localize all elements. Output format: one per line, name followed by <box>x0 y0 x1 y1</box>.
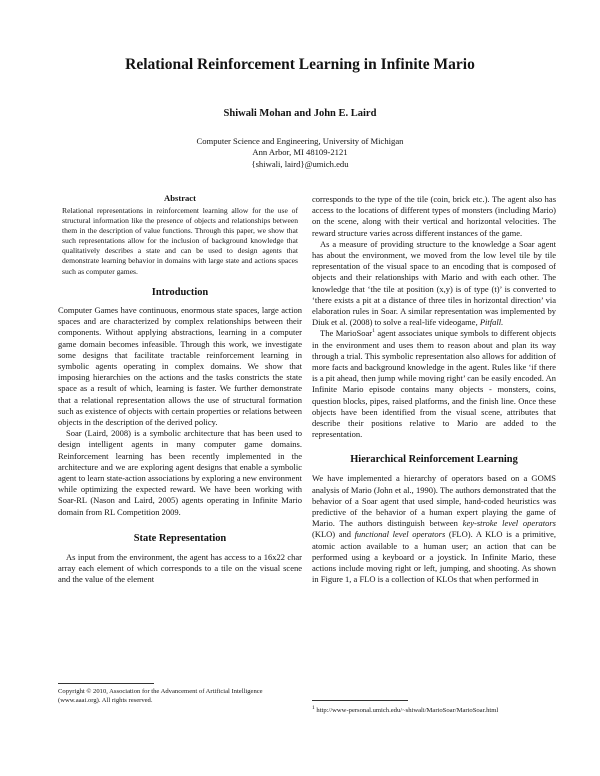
state-representation-heading: State Representation <box>133 532 227 544</box>
klo-term: key-stroke level operators <box>462 518 556 529</box>
copyright-notice: Copyright © 2010, Association for the Advancement of Artificial Intelligence (www.aaai.org). All rights reserved. <box>58 688 263 704</box>
paragraph-text: As a measure of providing structure to the knowledge a Soar agent has about the environment, we moved from the low level tile by tile representation of the visual space to an encoding that is composed of objects and their relationships with Mario and with each other. The knowledge that ‘the tile at position (x,y) is of type (t)’ is converted to ‘there exists a pit at a distance of three tiles in horizontal direction’ via elaboration rules in Soar. A similar representation was implemented by Diuk et al. (2008) to solve a real-life videogame, <box>312 238 556 328</box>
paragraph-text: (KLO) and <box>312 529 351 540</box>
left-column <box>58 287 302 585</box>
affiliation-line: Ann Arbor, MI 48109-2121 <box>252 147 348 158</box>
introduction-paragraph: Computer Games have continuous, enormous state spaces, large action spaces and are characterized by complex relationships between their components. Without applying abstractions, learning in a computer game domain becomes infeasible. Through this work, we investigate some designs that facilitate tractable reinforcement learning in symbolic agents operating in complex domains. We show that imposing hierarchies on the actions and the tasks constricts the state space as a result of which, learning is faster. We further demonstrate that a relational representation allows the use of structural formation such as existence of objects with certain properties or relations between objects in the description of the derived policy. <box>58 305 302 428</box>
right-column <box>312 194 556 586</box>
state-representation-paragraph: As input from the environment, the agent has access to a 16x22 char array each element of which corresponds to a tile on the visual scene and the value of the element <box>58 551 302 585</box>
paper-authors: Shiwali Mohan and John E. Laird <box>223 108 377 119</box>
abstract-heading: Abstract <box>164 193 196 203</box>
paper-title: Relational Reinforcement Learning in Infinite Mario <box>125 56 475 73</box>
introduction-paragraph: Soar (Laird, 2008) is a symbolic architecture that has been used to design intelligent agents in many computer game domains. Reinforcement learning has been recently implemented in the architecture and we are exploring agent designs that enable a symbolic agent to learn state-action associations by exploring a new environment while optimizing the expected reward. We have been working with Soar-RL (Nason and Laird, 2005) agents operating in Infinite Mario domain from RL Competition 2009. <box>58 428 302 517</box>
affiliation-email: {shiwali, laird}@umich.edu <box>251 158 349 169</box>
state-representation-body <box>58 552 302 586</box>
footnote-url: http://www-personal.umich.edu/~shiwali/MarioSoar/MarioSoar.html <box>316 707 499 714</box>
state-representation-paragraph: corresponds to the type of the tile (coin, brick etc.). The agent also has access to the locations of different types of monsters (including Mario) on the scene, along with their vertical and horizontal velocities. The reward structure varies across different instances of the game. <box>312 194 556 238</box>
paragraph-text: The MarioSoar <box>320 328 373 339</box>
state-representation-paragraph <box>312 239 556 329</box>
paragraph-text: We have implemented a hierarchy of operators based on a GOMS analysis of Mario (John et al., 1990). The authors demonstrated that the behavior of a Soar agent that used simple, hand-coded heuristics was predictive of the behavior of a human expert playing the game of Mario. The authors distinguish between <box>312 473 556 529</box>
affiliation-line: Computer Science and Engineering, University of Michigan <box>196 136 404 146</box>
footnote-rule <box>58 683 154 684</box>
paragraph-text: agent associates unique symbols to different objects in the environment and uses them to reason about and plan its way through a trial. This symbolic representation also allows for addition of more facts and background knowledge in the agent. Rules like ‘if there is a pit ahead, then jump while moving right’ can be easily encoded. An Infinite Mario episode contains many objects - monsters, coins, question blocks, pipes, raised platforms, and the finish line. Once these objects have been identified from the visual scene, attributes that describe their positions relative to Mario are added to the representation. <box>312 328 556 440</box>
introduction-body <box>58 305 302 518</box>
state-representation-continued <box>312 194 556 440</box>
pitfall-title: Pitfall. <box>479 317 504 328</box>
introduction-heading: Introduction <box>151 287 209 298</box>
mariosoar-paragraph <box>312 328 556 440</box>
url-footnote <box>312 704 562 716</box>
abstract-text: Relational representations in reinforcement learning allow for the use of structural information like the presence of objects and relationships between them in the description of value functions. Through this paper, we show that such representations allow for the inclusion of background knowledge that qualitatively describes a state and can be used to design agents that demonstrate learning behavior in domains with large state and actions spaces such as computer games. <box>62 206 298 276</box>
paragraph-text: (FLO). A KLO is a primitive, atomic action available to a human user; an action that can be performed using a keyboard or a joystick. In Infinite Mario, these actions include moving right or left, jumping, and shooting. As shown in Figure 1, a FLO is a collection of KLOs that when performed in <box>312 529 556 585</box>
author-affiliation <box>0 136 600 170</box>
hierarchical-rl-heading: Hierarchical Reinforcement Learning <box>350 454 518 466</box>
flo-term: functional level operators <box>354 529 446 540</box>
hierarchical-paragraph <box>312 473 556 585</box>
footnote-rule <box>312 700 408 701</box>
footnote-marker: 1 <box>312 704 315 711</box>
footnote-marker: 1 <box>372 328 375 335</box>
hierarchical-rl-body <box>312 473 556 585</box>
